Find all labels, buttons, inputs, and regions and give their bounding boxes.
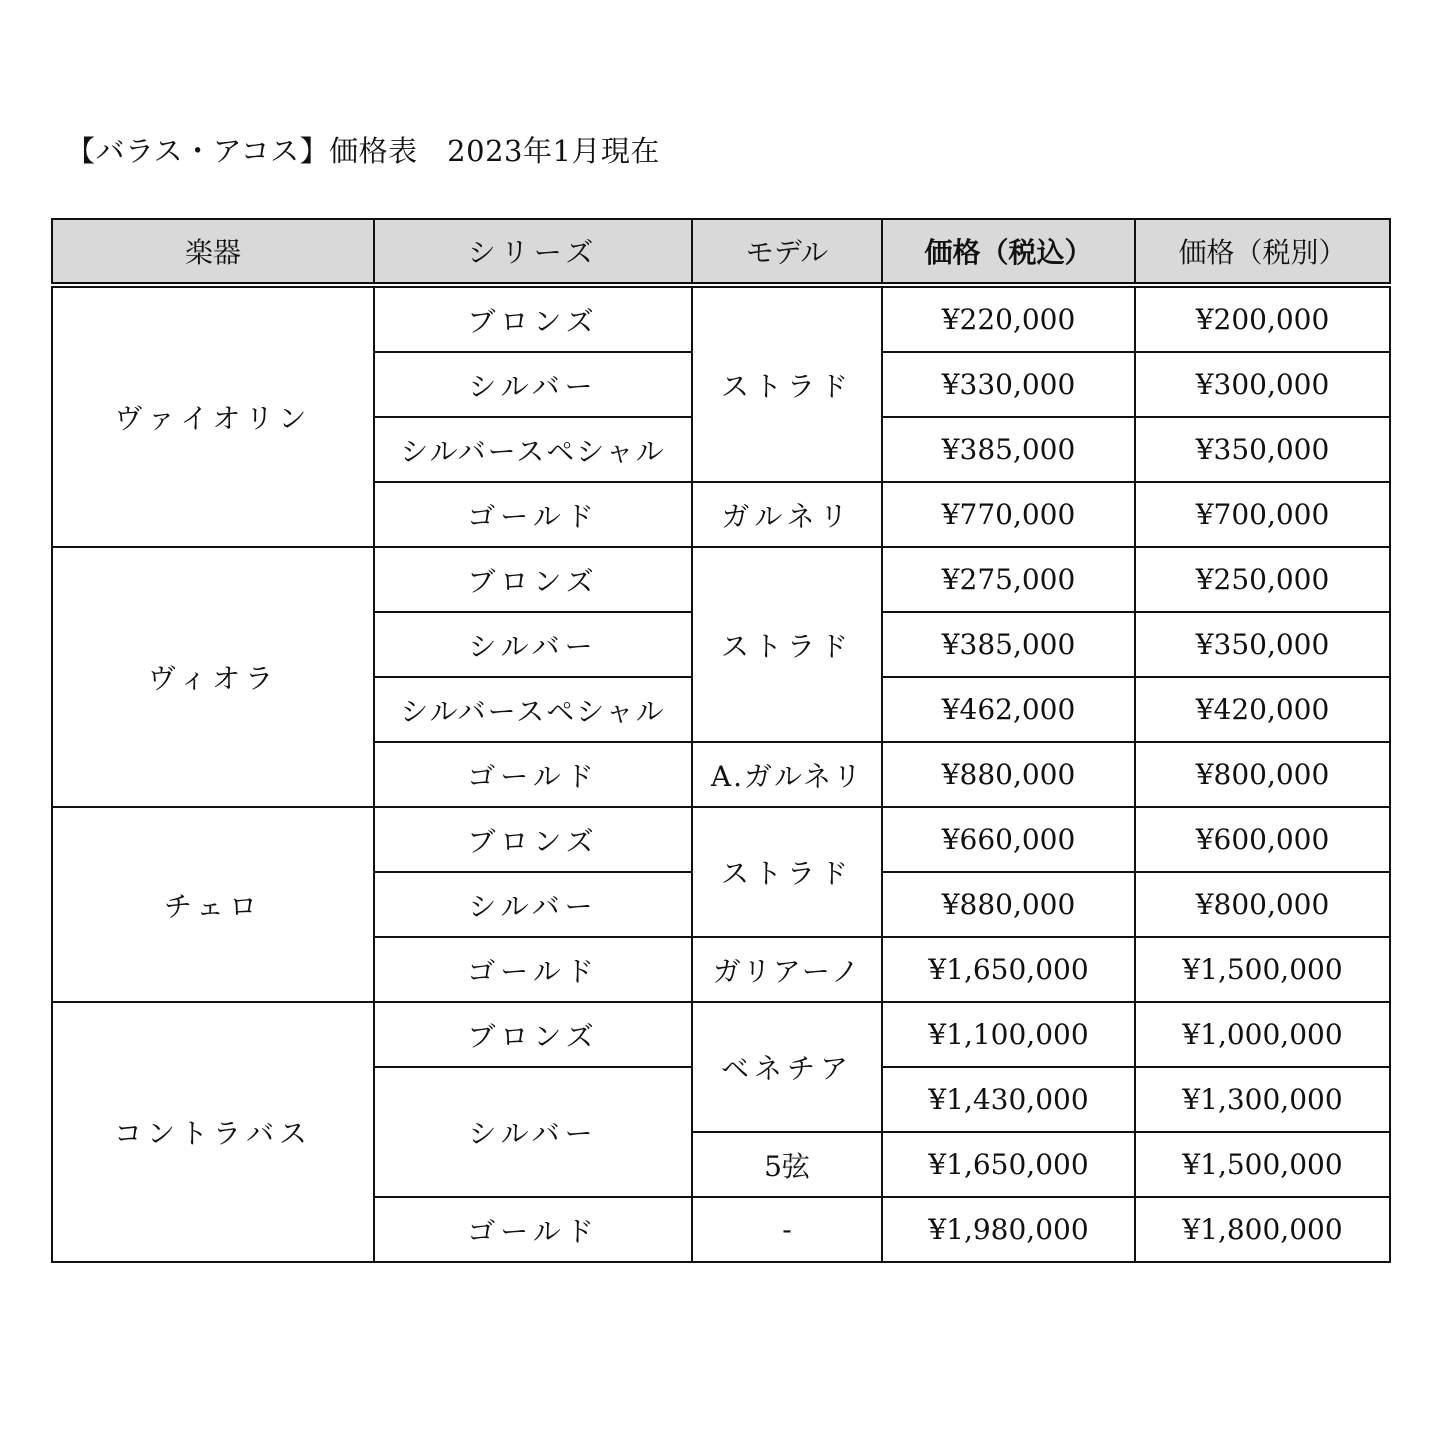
header-model: モデル bbox=[692, 219, 882, 285]
price-excl-cell: ¥700,000 bbox=[1135, 482, 1390, 547]
price-incl-cell: ¥1,100,000 bbox=[882, 1002, 1135, 1067]
model-cell: ストラド bbox=[692, 807, 882, 937]
price-incl-cell: ¥220,000 bbox=[882, 285, 1135, 352]
table-row bbox=[52, 1002, 1390, 1067]
series-cell: シルバースペシャル bbox=[374, 677, 692, 742]
header-row bbox=[52, 219, 1390, 285]
price-incl-cell: ¥770,000 bbox=[882, 482, 1135, 547]
price-incl-cell: ¥462,000 bbox=[882, 677, 1135, 742]
series-cell: シルバー bbox=[374, 352, 692, 417]
price-incl-cell: ¥1,430,000 bbox=[882, 1067, 1135, 1132]
model-cell: ストラド bbox=[692, 285, 882, 482]
price-excl-cell: ¥420,000 bbox=[1135, 677, 1390, 742]
price-incl-cell: ¥330,000 bbox=[882, 352, 1135, 417]
model-cell: ガルネリ bbox=[692, 482, 882, 547]
price-excl-cell: ¥300,000 bbox=[1135, 352, 1390, 417]
series-cell: ゴールド bbox=[374, 937, 692, 1002]
price-incl-cell: ¥385,000 bbox=[882, 612, 1135, 677]
series-cell: ブロンズ bbox=[374, 547, 692, 612]
price-incl-cell: ¥1,980,000 bbox=[882, 1197, 1135, 1262]
instrument-cell: コントラバス bbox=[52, 1002, 374, 1262]
price-incl-cell: ¥275,000 bbox=[882, 547, 1135, 612]
table-row bbox=[52, 285, 1390, 352]
instrument-cell: ヴィオラ bbox=[52, 547, 374, 807]
series-cell: ゴールド bbox=[374, 482, 692, 547]
series-cell: ブロンズ bbox=[374, 285, 692, 352]
header-series: シリーズ bbox=[374, 219, 692, 285]
header-instrument: 楽器 bbox=[52, 219, 374, 285]
price-excl-cell: ¥200,000 bbox=[1135, 285, 1390, 352]
table-row bbox=[52, 807, 1390, 872]
price-table bbox=[51, 218, 1391, 1263]
page-title: 【バラス・アコス】価格表 2023年1月現在 bbox=[66, 134, 660, 168]
model-cell: A.ガルネリ bbox=[692, 742, 882, 807]
price-incl-cell: ¥660,000 bbox=[882, 807, 1135, 872]
model-cell: ベネチア bbox=[692, 1002, 882, 1132]
series-cell: ゴールド bbox=[374, 1197, 692, 1262]
series-cell: ブロンズ bbox=[374, 807, 692, 872]
series-cell: ブロンズ bbox=[374, 1002, 692, 1067]
price-incl-cell: ¥385,000 bbox=[882, 417, 1135, 482]
table-row bbox=[52, 547, 1390, 612]
price-excl-cell: ¥350,000 bbox=[1135, 417, 1390, 482]
price-incl-cell: ¥880,000 bbox=[882, 872, 1135, 937]
model-cell: 5弦 bbox=[692, 1132, 882, 1197]
model-cell: - bbox=[692, 1197, 882, 1262]
series-cell: シルバー bbox=[374, 612, 692, 677]
price-excl-cell: ¥250,000 bbox=[1135, 547, 1390, 612]
series-cell: シルバー bbox=[374, 872, 692, 937]
price-excl-cell: ¥800,000 bbox=[1135, 872, 1390, 937]
instrument-cell: ヴァイオリン bbox=[52, 285, 374, 547]
series-cell: ゴールド bbox=[374, 742, 692, 807]
price-excl-cell: ¥600,000 bbox=[1135, 807, 1390, 872]
price-excl-cell: ¥1,800,000 bbox=[1135, 1197, 1390, 1262]
price-excl-cell: ¥1,500,000 bbox=[1135, 937, 1390, 1002]
price-excl-cell: ¥1,500,000 bbox=[1135, 1132, 1390, 1197]
series-cell: シルバースペシャル bbox=[374, 417, 692, 482]
series-cell: シルバー bbox=[374, 1067, 692, 1197]
model-cell: ストラド bbox=[692, 547, 882, 742]
instrument-cell: チェロ bbox=[52, 807, 374, 1002]
price-excl-cell: ¥1,300,000 bbox=[1135, 1067, 1390, 1132]
price-excl-cell: ¥800,000 bbox=[1135, 742, 1390, 807]
header-price-incl: 価格（税込） bbox=[882, 219, 1135, 285]
header-price-excl: 価格（税別） bbox=[1135, 219, 1390, 285]
price-excl-cell: ¥350,000 bbox=[1135, 612, 1390, 677]
price-incl-cell: ¥880,000 bbox=[882, 742, 1135, 807]
model-cell: ガリアーノ bbox=[692, 937, 882, 1002]
price-excl-cell: ¥1,000,000 bbox=[1135, 1002, 1390, 1067]
price-incl-cell: ¥1,650,000 bbox=[882, 937, 1135, 1002]
price-incl-cell: ¥1,650,000 bbox=[882, 1132, 1135, 1197]
